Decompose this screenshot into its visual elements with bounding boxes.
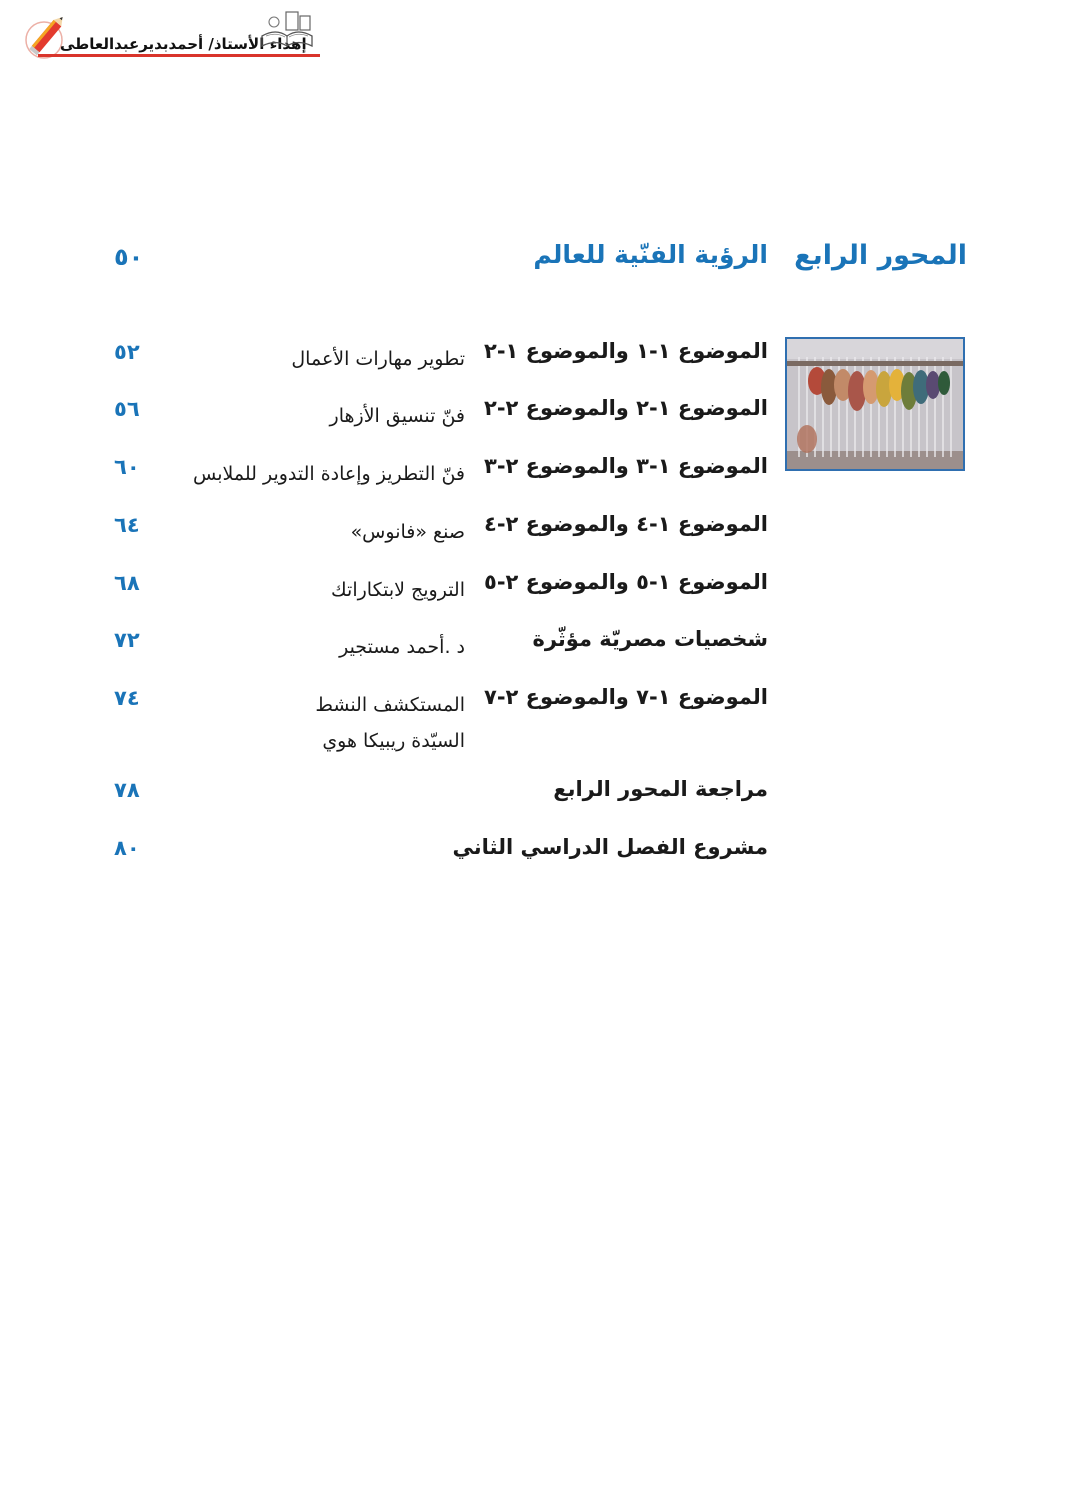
banner-text: إهداء الأستاذ/ أحمدبديرعبدالعاطى bbox=[60, 35, 307, 53]
toc-entry-subtitle: صنع «فانوس» bbox=[350, 521, 465, 543]
toc-entry-subtitle: د .أحمد مستجير bbox=[339, 636, 465, 658]
toc-entry-title: الموضوع ١-٥ والموضوع ٢-٥ bbox=[483, 570, 768, 594]
toc-entry-title: الموضوع ١-٤ والموضوع ٢-٤ bbox=[483, 512, 768, 536]
toc-entry-page: ٦٨ bbox=[114, 571, 140, 595]
toc-entry-title: مراجعة المحور الرابع bbox=[553, 777, 768, 801]
toc-entry-title: الموضوع ١-٧ والموضوع ٢-٧ bbox=[483, 685, 768, 709]
toc-entry-title: الموضوع ١-٣ والموضوع ٢-٣ bbox=[483, 454, 768, 478]
toc-entry-page: ٥٢ bbox=[114, 340, 140, 364]
unit-title: الرؤية الفنّية للعالم bbox=[533, 240, 768, 269]
toc-entry-page: ٥٦ bbox=[114, 397, 140, 421]
toc-entry-page: ٧٨ bbox=[114, 778, 140, 802]
book-icon bbox=[256, 6, 318, 50]
unit-label: المحور الرابع bbox=[794, 240, 967, 271]
toc-entry-subtitle: تطوير مهارات الأعمال bbox=[291, 348, 465, 370]
banner-underline bbox=[38, 54, 320, 57]
weaving-loom-photo bbox=[785, 337, 965, 471]
toc-entry-page: ٦٠ bbox=[114, 455, 140, 479]
unit-page-number: ٥٠ bbox=[114, 243, 144, 271]
toc-entry-title: الموضوع ١-١ والموضوع ١-٢ bbox=[483, 339, 768, 363]
toc-entry-title: شخصيات مصريّة مؤثّرة bbox=[532, 627, 768, 651]
toc-entry-subtitle: الترويج لابتكاراتك bbox=[331, 579, 465, 601]
toc-entry-page: ٧٤ bbox=[114, 686, 140, 710]
toc-entry-title: الموضوع ١-٢ والموضوع ٢-٢ bbox=[483, 396, 768, 420]
toc-entry-page: ٧٢ bbox=[114, 628, 140, 652]
toc-entry-subtitle: فنّ التطريز وإعادة التدوير للملابس bbox=[193, 463, 465, 485]
toc-entry-page: ٦٤ bbox=[114, 513, 140, 537]
toc-entry-title: مشروع الفصل الدراسي الثاني bbox=[452, 835, 768, 859]
toc-entry-page: ٨٠ bbox=[114, 836, 140, 860]
header-banner bbox=[8, 2, 314, 60]
toc-entry-subtitle: المستكشف النشط السيّدة ريبيكا هوي bbox=[315, 694, 465, 752]
loom-image bbox=[787, 339, 963, 469]
toc-entry-subtitle: فنّ تنسيق الأزهار bbox=[329, 405, 465, 427]
